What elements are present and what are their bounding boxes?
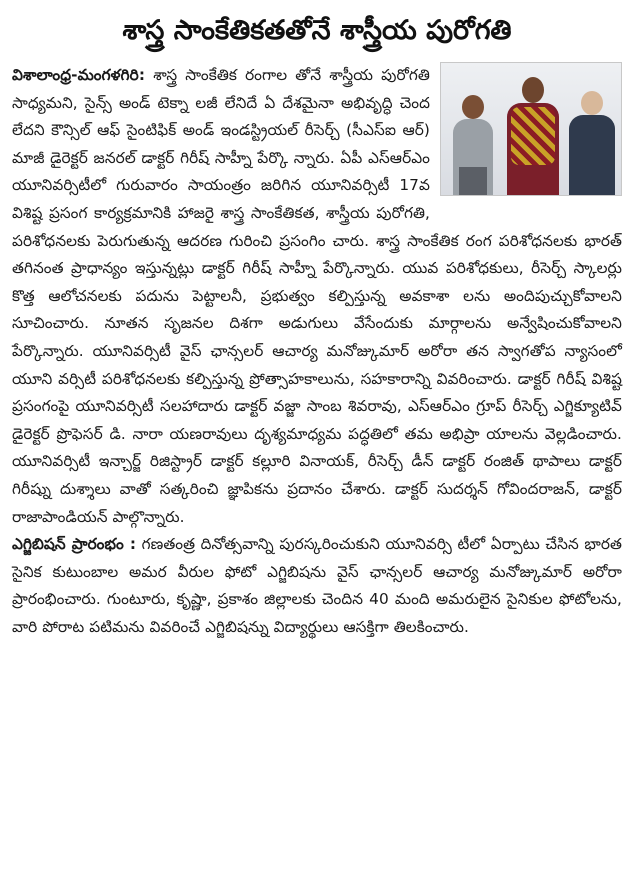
article-paragraph-2 [12, 531, 622, 641]
photo-person-center-honoree [507, 77, 559, 195]
photo-person-right [569, 91, 615, 195]
dateline: విశాలాంధ్ర-మంగళగిరి: [12, 66, 146, 84]
exhibition-subheading: ఎగ్జిబిషన్ ప్రారంభం : [12, 535, 137, 554]
news-photo [440, 62, 622, 196]
paragraph-2-body: గణతంత్ర దినోత్సవాన్ని పురస్కరించుకుని యూనివర్సి టీలో ఏర్పాటు చేసిన భారత సైనిక కుటుంబాల అమర వీరుల ఫోటో ఎగ్జిబిషను వైస్ ఛాన్సలర్ ఆచార్య మనోజ్కుమార్ అరోరా ప్రారంభించారు. గుంటూరు, కృష్ణా, ప్రకాశం జిల్లాలకు చెందిన 40 మంది అమరులైన సైనికుల ఫోటోలను, వారి పోరాట పటిమను వివరించే ఎగ్జిబిషన్ను విద్యార్థులు ఆసక్తిగా తిలకించారు. [12, 535, 622, 636]
photo-person-left [453, 95, 493, 195]
paragraph-1-body: శాస్త్ర సాంకేతిక రంగాల తోనే శాస్త్రీయ పురోగతి సాధ్యమని, సైన్స్ అండ్ టెక్నా లజీ లేనిదే ఏ దేశమైనా అభివృద్ధి చెంద లేదని కౌన్సిల్ ఆఫ్ సైంటిఫిక్ అండ్ ఇండస్ట్రియల్ రీసెర్చ్ (సీఎస్ఐ ఆర్) మాజీ డైరెక్టర్ జనరల్ డాక్టర్ గిరీష్ సాహ్నీ పేర్కొ న్నారు. ఏపీ ఎస్ఆర్ఎం యూనివర్సిటీలో గురువారం సాయంత్రం జరిగిన యూనివర్సిటీ 17వ విశిష్ట ప్రసంగ కార్యక్రమానికి హాజరై శాస్త్ర సాంకేతికత, శాస్త్రీయ పురోగతి, పరిశోధనలకు పెరుగుతున్న ఆదరణ గురించి ప్రసంగిం చారు. శాస్త్ర సాంకేతిక రంగ పరిశోధనలకు భారత్ తగినంత ప్రాధాన్యం ఇస్తున్నట్లు డాక్టర్ గిరీష్ సాహ్నీ పేర్కొన్నారు. యువ పరిశోధకులు, రీసెర్చ్ స్కాలర్లు కొత్త ఆలోచనలకు పదును పెట్టాలనీ, ప్రభుత్వం కల్పిస్తున్న అవకాశా లను అందిపుచ్చుకోవాలని సూచించారు. నూతన సృజనల దిశగా అడుగులు వేసేందుకు మార్గాలను అన్వేషించుకోవాలని పేర్కొన్నారు. యూనివర్సిటీ వైస్ ఛాన్సలర్ ఆచార్య మనోజ్కుమార్ అరోరా తన స్వాగతోప న్యాసంలో యూని వర్సిటీ పరిశోధనలకు కల్పిస్తున్న ప్రోత్సాహకాలును, సహకారాన్ని వివరించారు. డాక్టర్ గిరీష్ విశిష్ట ప్రసంగంపై యూనివర్సిటీ సలహాదారు డాక్టర్ వజ్జా సాంబ శివరావు, ఎస్ఆర్ఎం గ్రూప్ రీసెర్చ్ ఎగ్జిక్యూటివ్ డైరెక్టర్ ప్రొఫెసర్ డి. నారా యణరావులు దృశ్యమాధ్యమ పద్ధతిలో తమ అభిప్రా యాలను వెల్లడించారు. యూనివర్సిటీ ఇన్చార్జ్ రిజిస్ట్రార్ డాక్టర్ కల్లూరి వినాయక్, రీసెర్చ్ డీన్ డాక్టర్ రంజిత్ థాపాలు డాక్టర్ గిరీష్ను దుశ్శాలు వాతో సత్కరించి జ్ఞాపికను ప్రదానం చేశారు. డాక్టర్ సుదర్శన్ గోవిందరాజన్, డాక్టర్ రాజాపాండియన్ పాల్గొన్నారు. [12, 66, 622, 526]
headline: శాస్త్ర సాంకేతికతతోనే శాస్త్రీయ పురోగతి [122, 15, 512, 46]
